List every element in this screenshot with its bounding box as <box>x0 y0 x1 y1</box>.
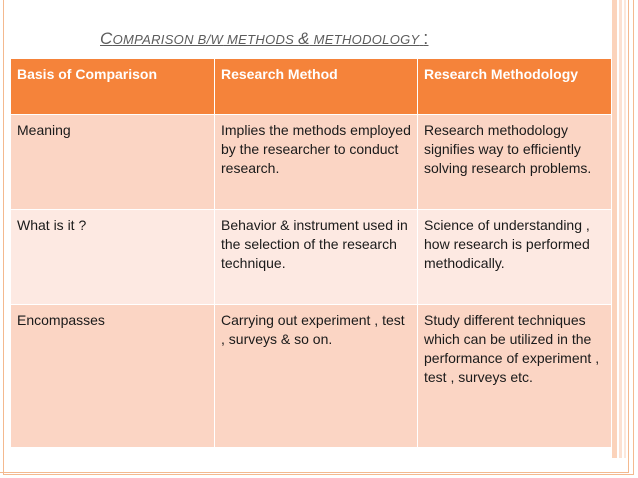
table-cell: Encompasses <box>11 305 215 448</box>
table-cell: Behavior & instrument used in the selection of the research technique. <box>215 210 418 305</box>
table-cell: Research methodology signifies way to efficiently solving research problems. <box>418 115 612 210</box>
header-cell: Research Methodology <box>418 59 612 115</box>
table-row <box>11 115 612 210</box>
header-cell: Research Method <box>215 59 418 115</box>
table-cell: Carrying out experiment , test , surveys & so on. <box>215 305 418 448</box>
header-cell: Basis of Comparison <box>11 59 215 115</box>
table-cell: Science of understanding , how research is performed methodically. <box>418 210 612 305</box>
slide-title: COMPARISON B/W METHODS & METHODOLOGY : <box>100 28 429 48</box>
decor-stripe <box>624 0 626 458</box>
table-cell: Meaning <box>11 115 215 210</box>
comparison-table <box>10 58 612 448</box>
table-cell: Implies the methods employed by the researcher to conduct research. <box>215 115 418 210</box>
table-row <box>11 305 612 448</box>
table-row <box>11 210 612 305</box>
decor-stripe <box>612 0 617 458</box>
header-row <box>11 59 612 115</box>
table-cell: What is it ? <box>11 210 215 305</box>
decor-stripe <box>619 0 622 458</box>
table-cell: Study different techniques which can be utilized in the performance of experiment , test , surveys etc. <box>418 305 612 448</box>
